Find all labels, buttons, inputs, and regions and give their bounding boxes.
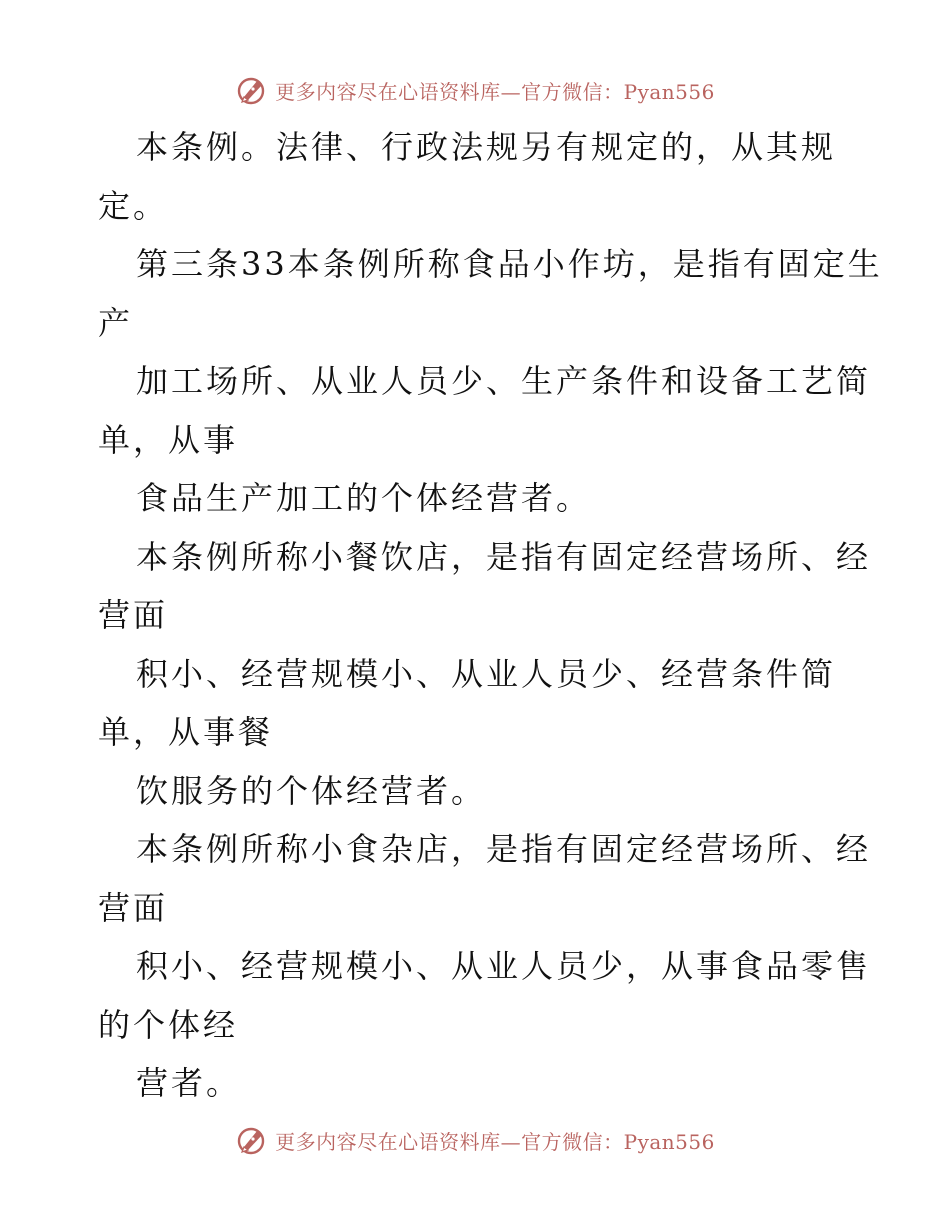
body-line: 本条例所称小食杂店，是指有固定经营场所、经 — [136, 830, 872, 868]
body-line: 积小、经营规模小、从业人员少，从事食品零售 — [136, 947, 872, 985]
body-line: 营者。 — [136, 1064, 242, 1102]
footer-banner-text: 更多内容尽在心语资料库—官方微信：Pyan556 — [275, 1129, 715, 1154]
body-line: 本条例。法律、行政法规另有规定的，从其规 — [136, 128, 837, 166]
header-banner-text: 更多内容尽在心语资料库—官方微信：Pyan556 — [275, 79, 715, 104]
body-line: 营面 — [98, 888, 169, 927]
body-line: 加工场所、从业人员少、生产条件和设备工艺简 — [136, 362, 872, 400]
pen-nib-logo-icon — [235, 1123, 269, 1157]
body-line: 单，从事餐 — [98, 713, 274, 751]
body-line: 饮服务的个体经营者。 — [136, 771, 487, 810]
pen-nib-logo-icon — [235, 73, 269, 107]
body-line: 的个体经 — [98, 1005, 239, 1044]
body-line: 第三条33本条例所称食品小作坊，是指有固定生 — [136, 245, 883, 283]
footer-watermark-banner — [0, 1120, 950, 1160]
body-line: 定。 — [98, 186, 169, 225]
body-line: 营面 — [98, 596, 169, 634]
header-watermark-banner — [0, 70, 950, 110]
body-line: 食品生产加工的个体经营者。 — [136, 479, 592, 517]
body-line: 产 — [98, 303, 134, 342]
body-line: 积小、经营规模小、从业人员少、经营条件简 — [136, 654, 837, 693]
body-line: 单，从事 — [98, 420, 239, 459]
document-body — [98, 118, 883, 1113]
body-line: 本条例所称小餐饮店，是指有固定经营场所、经 — [136, 537, 872, 576]
